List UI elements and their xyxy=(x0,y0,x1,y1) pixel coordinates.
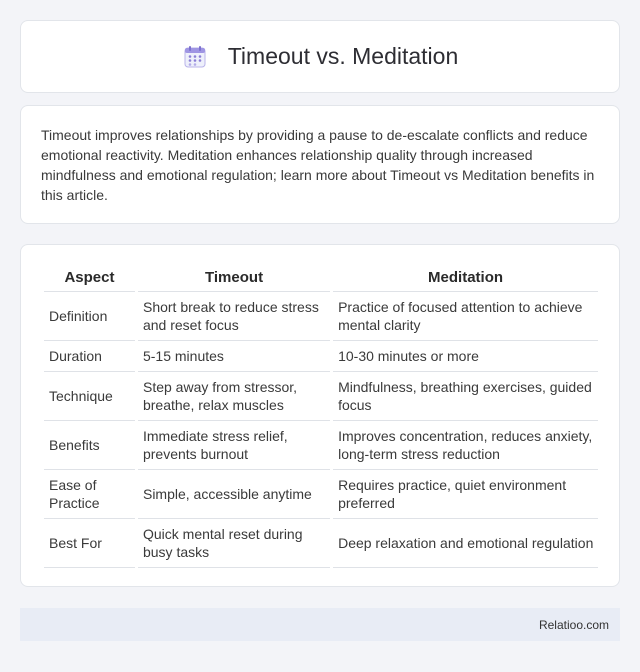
table-cell-aspect: Best For xyxy=(44,519,135,568)
table-cell-aspect: Benefits xyxy=(44,421,135,470)
table-cell-aspect: Definition xyxy=(44,292,135,341)
table-cell-meditation: Deep relaxation and emotional regulation xyxy=(333,519,598,568)
comparison-table-card xyxy=(20,244,620,587)
table-row xyxy=(44,470,598,519)
table-cell-meditation: 10-30 minutes or more xyxy=(333,341,598,372)
footer xyxy=(20,608,620,641)
calendar-icon xyxy=(182,44,208,70)
table-cell-meditation: Practice of focused attention to achieve mental clarity xyxy=(333,292,598,341)
table-cell-timeout: Quick mental reset during busy tasks xyxy=(138,519,330,568)
table-row xyxy=(44,421,598,470)
column-header-meditation: Meditation xyxy=(333,263,598,292)
column-header-aspect: Aspect xyxy=(44,263,135,292)
table-row xyxy=(44,292,598,341)
table-cell-aspect: Technique xyxy=(44,372,135,421)
table-cell-meditation: Requires practice, quiet environment preferred xyxy=(333,470,598,519)
page-title: Timeout vs. Meditation xyxy=(227,43,459,69)
table-row xyxy=(44,519,598,568)
table-cell-aspect: Duration xyxy=(44,341,135,372)
table-cell-timeout: Step away from stressor, breathe, relax muscles xyxy=(138,372,330,421)
table-cell-timeout: Immediate stress relief, prevents burnout xyxy=(138,421,330,470)
column-header-timeout: Timeout xyxy=(138,263,330,292)
table-cell-timeout: Simple, accessible anytime xyxy=(138,470,330,519)
footer-site-name: Relatioo.com xyxy=(538,617,609,632)
comparison-table xyxy=(41,263,601,568)
title-card xyxy=(20,20,620,93)
table-cell-meditation: Mindfulness, breathing exercises, guided focus xyxy=(333,372,598,421)
table-row xyxy=(44,341,598,372)
table-cell-timeout: 5-15 minutes xyxy=(138,341,330,372)
table-cell-aspect: Ease of Practice xyxy=(44,470,135,519)
table-row xyxy=(44,372,598,421)
intro-card xyxy=(20,105,620,224)
table-cell-timeout: Short break to reduce stress and reset focus xyxy=(138,292,330,341)
intro-text: Timeout improves relationships by providing a pause to de-escalate conflicts and reduce emotional reactivity. Meditation enhances relationship quality through increased mindfulness and emotional regulation; learn more about Timeout vs Meditation benefits in this article. xyxy=(41,127,595,203)
table-cell-meditation: Improves concentration, reduces anxiety, long-term stress reduction xyxy=(333,421,598,470)
table-header-row xyxy=(44,263,598,292)
